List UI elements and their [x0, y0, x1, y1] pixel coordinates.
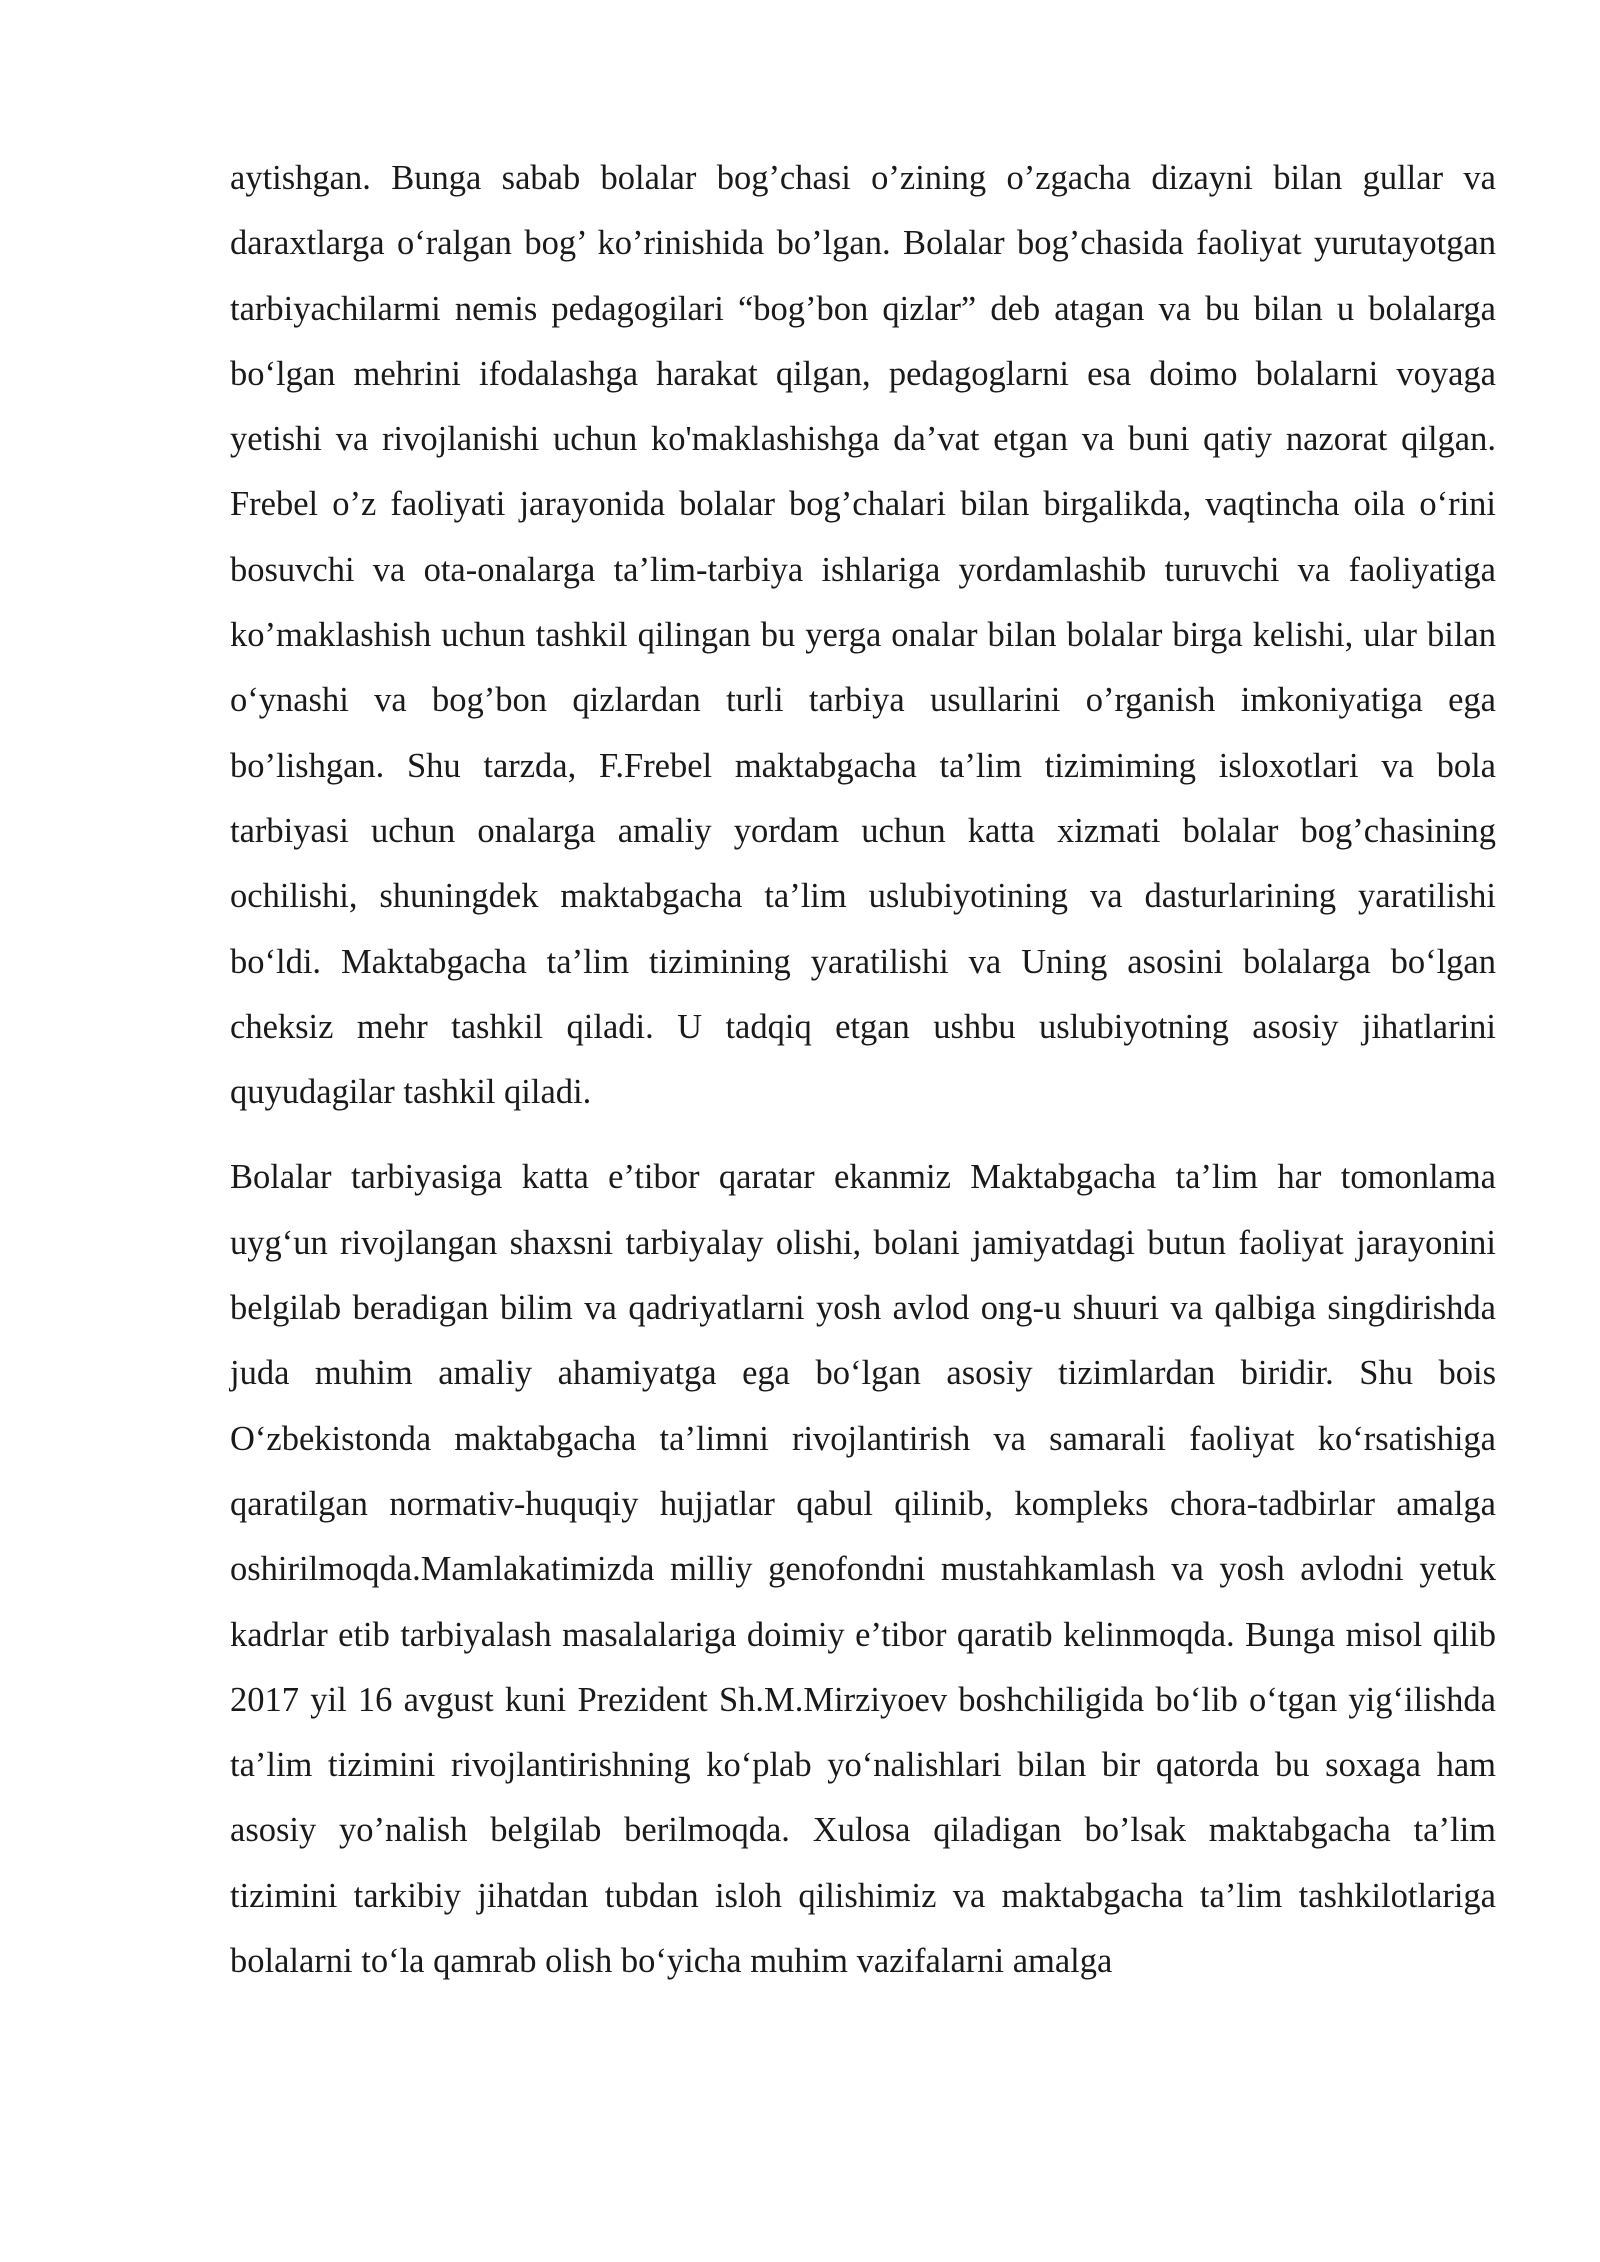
paragraph-1: aytishgan. Bunga sabab bolalar bog’chasi o’zining o’zgacha dizayni bilan gullar va daraxtlarga o‘ralgan bog’ ko’rinishida bo’lgan. Bolalar bog’chasida faoliyat yurutayotgan tarbiyachilarmi nemis pedagogilari “bog’bon qizlar” deb atagan va bu bilan u bolalarga bo‘lgan mehrini ifodalashga harakat qilgan, pedagoglarni esa doimo bolalarni voyaga yetishi va rivojlanishi uchun ko'maklashishga da’vat etgan va buni qatiy nazorat qilgan. Frebel o’z faoliyati jarayonida bolalar bog’chalari bilan birgalikda, vaqtincha oila o‘rini bosuvchi va ota-onalarga ta’lim-tarbiya ishlariga yordamlashib turuvchi va faoliyatiga ko’maklashish uchun tashkil qilingan bu yerga onalar bilan bolalar birga kelishi, ular bilan o‘ynashi va bog’bon qizlardan turli tarbiya usullarini o’rganish imkoniyatiga ega bo’lishgan. Shu tarzda, F.Frebel maktabgacha ta’lim tizimiming isloxotlari va bola tarbiyasi uchun onalarga amaliy yordam uchun katta xizmati bolalar bog’chasining ochilishi, shuningdek maktabgacha ta’lim uslubiyotining va dasturlarining yaratilishi bo‘ldi. Maktabgacha ta’lim tizimining yaratilishi va Uning asosini bolalarga bo‘lgan cheksiz mehr tashkil qiladi. U tadqiq etgan ushbu uslubiyotning asosiy jihatlarini quyudagilar tashkil qiladi. — [230, 159, 1496, 1112]
paragraph-2: Bolalar tarbiyasiga katta e’tibor qaratar ekanmiz Maktabgacha ta’lim har tomonlama uyg‘un rivojlangan shaxsni tarbiyalay olishi, bolani jamiyatdagi butun faoliyat jarayonini belgilab beradigan bilim va qadriyatlarni yosh avlod ong-u shuuri va qalbiga singdirishda juda muhim amaliy ahamiyatga ega bo‘lgan asosiy tizimlardan biridir. Shu bois O‘zbekistonda maktabgacha ta’limni rivojlantirish va samarali faoliyat ko‘rsatishiga qaratilgan normativ-huquqiy hujjatlar qabul qilinib, kompleks chora-tadbirlar amalga oshirilmoqda.Mamlakatimizda milliy genofondni mustahkamlash va yosh avlodni yetuk kadrlar etib tarbiyalash masalalariga doimiy e’tibor qaratib kelinmoqda. Bunga misol qilib 2017 yil 16 avgust kuni Prezident Sh.M.Mirziyoev boshchiligida bo‘lib o‘tgan yig‘ilishda ta’lim tizimini rivojlantirishning ko‘plab yo‘nalishlari bilan bir qatorda bu soxaga ham asosiy yo’nalish belgilab berilmoqda. Xulosa qiladigan bo’lsak maktabgacha ta’lim tizimini tarkibiy jihatdan tubdan isloh qilishimiz va maktabgacha ta’lim tashkilotlariga bolalarni to‘la qamrab olish bo‘yicha muhim vazifalarni amalga — [230, 1158, 1496, 1981]
document-body — [230, 146, 1496, 1994]
